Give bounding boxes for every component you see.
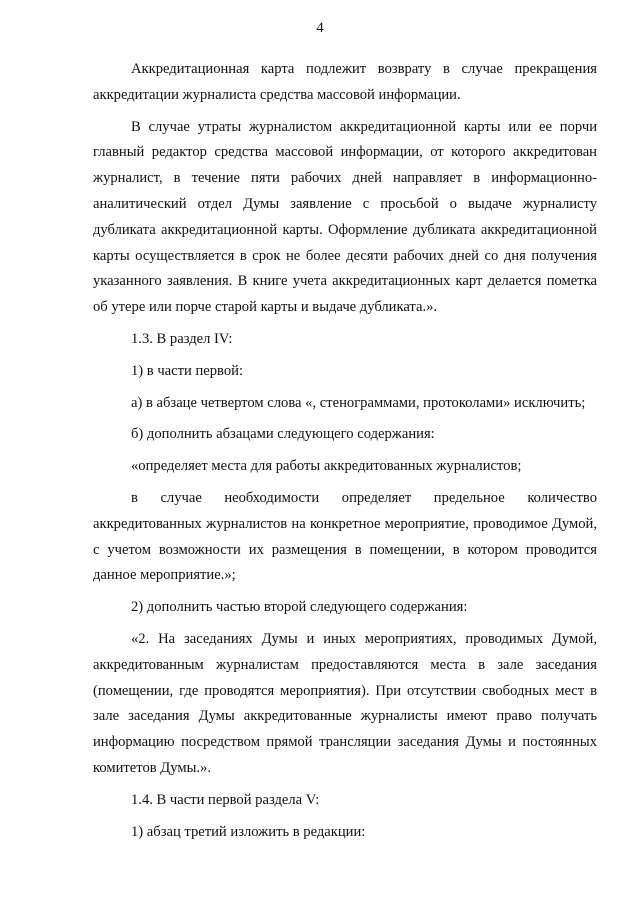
page-number: 4 <box>316 20 324 36</box>
paragraph-item-b: б) дополнить абзацами следующего содержания: <box>131 426 435 443</box>
paragraph-section-1-3: 1.3. В раздел IV: <box>131 330 233 347</box>
paragraph-part-one: 1) в части первой: <box>131 362 244 379</box>
paragraph-places: «определяет места для работы аккредитованных журналистов; <box>131 458 522 475</box>
paragraph-card-loss: В случае утраты журналистом аккредитационной карты или ее порчи главный редактор средства массовой информации, от которого аккредитован журналист, в течение пяти рабочих дней направляет в информационно-аналитический отдел Думы заявление с просьбой о выдаче журналисту дубликата аккредитационной карты. Оформление дубликата аккредитационной карты осуществляется в срок не более десяти рабочих дней со дня получения указанного заявления. В книге учета аккредитационных карт делается пометка об утере или порче старой карты и выдаче дубликата.». <box>93 118 597 316</box>
paragraph-section-1-4: 1.4. В части первой раздела V: <box>131 791 320 808</box>
paragraph-quote-2: «2. На заседаниях Думы и иных мероприятиях, проводимых Думой, аккредитованным журналистам предоставляются места в зале заседания (помещении, где проводятся мероприятия). При отсутствии свободных мест в зале заседания Думы аккредитованные журналисты имеют право получать информацию посредством прямой трансляции заседания Думы и постоянных комитетов Думы.». <box>93 630 597 776</box>
paragraph-limit: в случае необходимости определяет предельное количество аккредитованных журналистов на конкретное мероприятие, проводимое Думой, с учетом возможности их размещения в помещении, в котором проводится данное мероприятие.»; <box>93 489 597 584</box>
paragraph-card-return: Аккредитационная карта подлежит возврату в случае прекращения аккредитации журналиста средства массовой информации. <box>93 61 597 103</box>
paragraph-part-two: 2) дополнить частью второй следующего содержания: <box>131 599 468 616</box>
document-body <box>93 57 597 845</box>
paragraph-item-a: а) в абзаце четвертом слова «, стенограммами, протоколами» исключить; <box>131 394 586 411</box>
paragraph-abzac-3: 1) абзац третий изложить в редакции: <box>131 823 366 840</box>
